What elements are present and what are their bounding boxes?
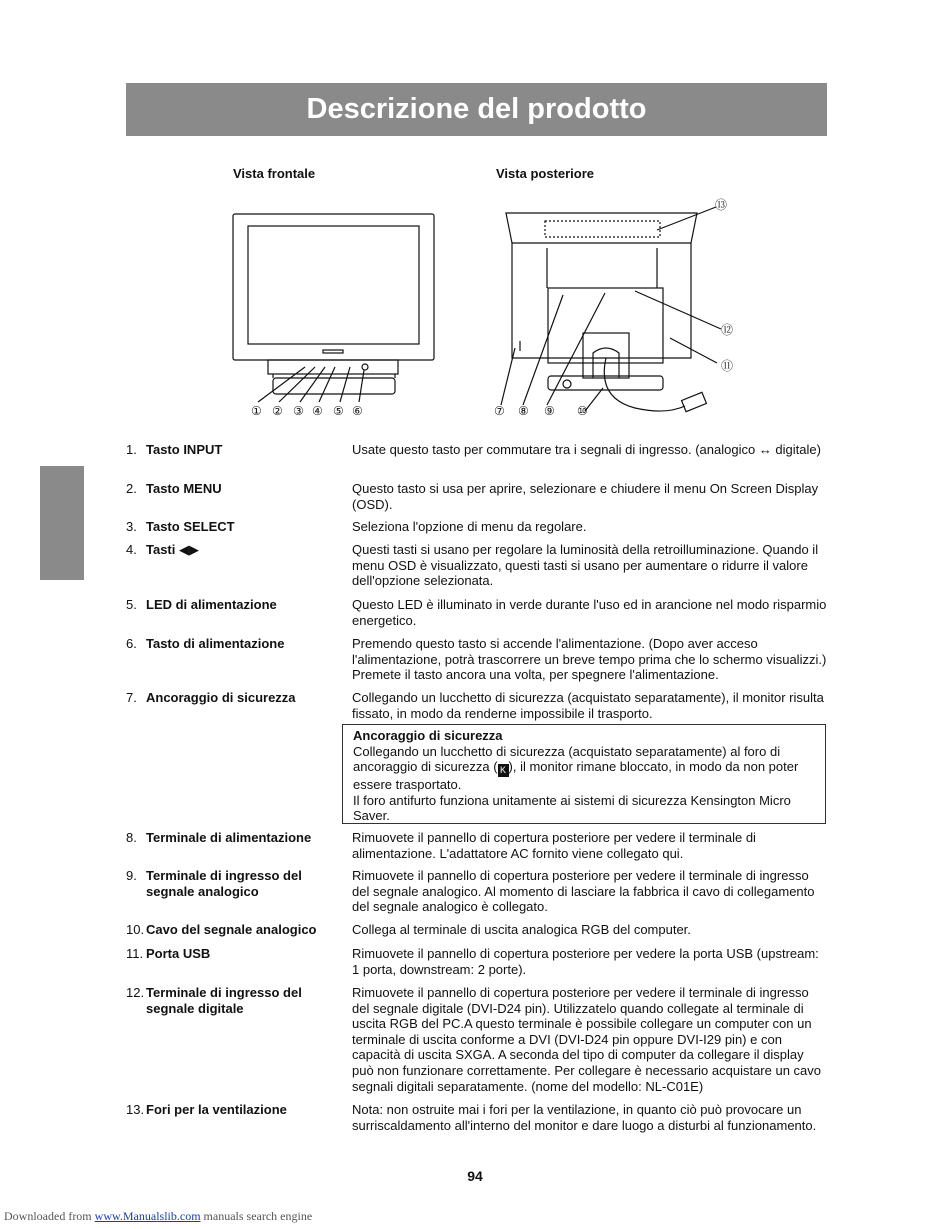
item-name: Ancoraggio di sicurezza: [146, 690, 296, 705]
callout-13: ⑬: [715, 198, 728, 212]
item-name: Tasto SELECT: [146, 519, 235, 534]
security-note-box: [342, 724, 826, 824]
footer-suffix: manuals search engine: [200, 1209, 313, 1223]
item-name: LED di alimentazione: [146, 597, 277, 612]
callout-3: ③: [293, 404, 304, 418]
page-number: 94: [467, 1168, 483, 1184]
rear-view-diagram: [485, 193, 745, 420]
item-number: 2.: [126, 481, 137, 496]
item-number: 5.: [126, 597, 137, 612]
item-name: Terminale di ingresso del segnale analogico: [146, 868, 302, 899]
item-number: 7.: [126, 690, 137, 705]
page-title: Descrizione del prodotto: [126, 83, 827, 136]
item-name: Tasti ◀▶: [146, 542, 199, 557]
item-description: Nota: non ostruite mai i fori per la ventilazione, in quanto ciò può provocare un surriscaldamento all'interno del monitor e dare luogo a disturbi al funzionamento.: [352, 1102, 817, 1133]
footer-prefix: Downloaded from: [4, 1209, 95, 1223]
item-number: 4.: [126, 542, 137, 557]
section-tab: [40, 466, 84, 580]
item-number: 6.: [126, 636, 137, 651]
callout-2: ②: [272, 404, 283, 418]
item-description: Rimuovete il pannello di copertura posteriore per vedere la porta USB (upstream: 1 porta, downstream: 2 porte).: [352, 946, 819, 977]
item-number: 13.: [126, 1102, 145, 1117]
item-name: Terminale di ingresso del segnale digitale: [146, 985, 302, 1016]
callout-9: ⑨: [544, 404, 555, 418]
item-name: Cavo del segnale analogico: [146, 922, 317, 937]
item-description: Rimuovete il pannello di copertura posteriore per vedere il terminale di ingresso del segnale analogico. Al momento di lasciare la fabbrica il cavo di collegamento del segnale analogico è collegato.: [352, 868, 815, 915]
item-name: Terminale di alimentazione: [146, 830, 312, 845]
note-text: [353, 744, 815, 793]
item-number: 11.: [126, 946, 144, 961]
callout-1: ①: [251, 404, 262, 418]
callout-4: ④: [312, 404, 323, 418]
callout-8: ⑧: [518, 404, 529, 418]
item-description: Usate questo tasto per commutare tra i segnali di ingresso. (analogico ↔ digitale): [352, 442, 821, 457]
item-number: 9.: [126, 868, 137, 883]
item-description: Collegando un lucchetto di sicurezza (acquistato separatamente), il monitor risulta fissato, in modo da renderne impossibile il trasporto.: [352, 690, 824, 721]
item-number: 1.: [126, 442, 137, 457]
note-text-part2: ), il monitor rimane bloccato, in modo da non poter essere trasportato.: [353, 759, 799, 793]
item-description: Rimuovete il pannello di copertura posteriore per vedere il terminale di ingresso del segnale digitale (DVI-D24 pin). Utilizzatelo quando collegate al terminale di uscita RGB del PC.A questo terminale è possibile collegare un computer con un terminale di uscita conforme a DVI (DVI-D24 pin oppure DVI-I29 pin) e con capacità di uscita SXGA. A seconda del tipo di computer da collegare il display può non funzionare correttamente. Per collegare è necessario acquistare un cavo segnali digitali separatamente. (nome del modello: NL-C01E): [352, 985, 822, 1094]
item-name: Porta USB: [146, 946, 211, 961]
item-description: Questo LED è illuminato in verde durante l'uso ed in arancione nel modo risparmio energetico.: [352, 597, 827, 628]
rear-view-label: Vista posteriore: [496, 166, 595, 181]
front-view-diagram: [225, 205, 445, 420]
note-text-part1: Collegando un lucchetto di sicurezza (acquistato separatamente) al foro di ancoraggio di sicurezza (: [353, 743, 781, 775]
front-view-label: Vista frontale: [233, 166, 316, 181]
item-name: Fori per la ventilazione: [146, 1102, 287, 1117]
footer-note: [4, 1209, 312, 1224]
callout-7: ⑦: [494, 404, 505, 418]
item-number: 10.: [126, 922, 145, 937]
note-text-line2: Il foro antifurto funziona unitamente ai sistemi di sicurezza Kensington Micro Saver.: [353, 792, 791, 824]
callout-12: ⑫: [721, 323, 734, 337]
item-description: Questo tasto si usa per aprire, selezionare e chiudere il menu On Screen Display (OSD).: [352, 481, 819, 512]
kensington-lock-icon: K: [498, 764, 509, 777]
item-name: Tasto di alimentazione: [146, 636, 285, 651]
item-number: 12.: [126, 985, 145, 1000]
note-title: Ancoraggio di sicurezza: [353, 728, 503, 743]
callout-5: ⑤: [333, 404, 344, 418]
item-number: 3.: [126, 519, 137, 534]
item-description: Premendo questo tasto si accende l'alimentazione. (Dopo aver acceso l'alimentazione, potrà trascorrere un breve tempo prima che lo schermo visualizzi.) Premete il tasto ancora una volta, per spegnere l'alimentazione.: [352, 636, 827, 683]
item-description: Questi tasti si usano per regolare la luminosità della retroilluminazione. Quando il menu OSD è visualizzato, questi tasti si usano per aumentare o ridurre il valore dell'opzione selezionata.: [352, 542, 819, 589]
callout-11: ⑪: [721, 359, 734, 373]
item-description: Seleziona l'opzione di menu da regolare.: [352, 519, 587, 534]
item-name: Tasto MENU: [146, 481, 222, 496]
callout-6: ⑥: [352, 404, 363, 418]
item-number: 8.: [126, 830, 137, 845]
manualslib-link[interactable]: www.Manualslib.com: [94, 1209, 201, 1223]
item-description: Collega al terminale di uscita analogica RGB del computer.: [352, 922, 691, 937]
callout-10: ⑩: [577, 404, 588, 418]
item-name: Tasto INPUT: [146, 442, 223, 457]
item-description: Rimuovete il pannello di copertura posteriore per vedere il terminale di alimentazione. L'adattatore AC fornito viene collegato qui.: [352, 830, 756, 861]
